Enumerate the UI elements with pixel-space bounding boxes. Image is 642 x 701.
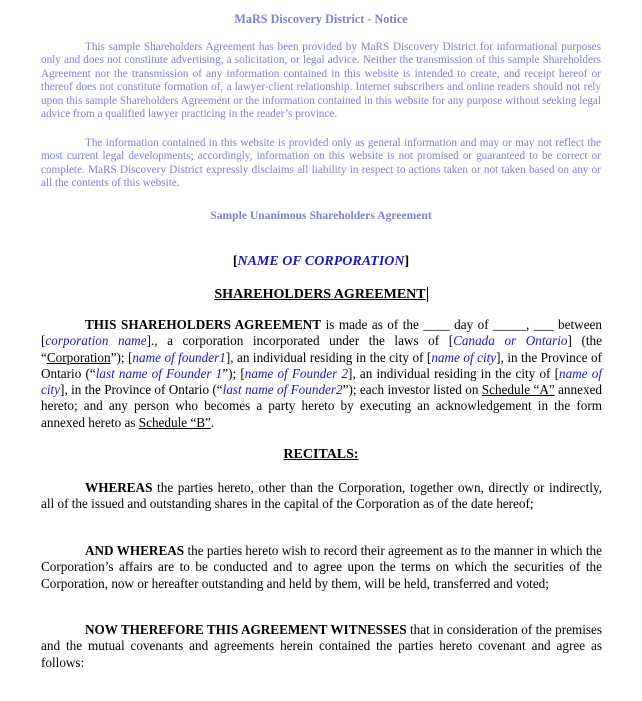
intro-text: . xyxy=(210,414,215,430)
and-whereas-paragraph xyxy=(41,543,602,592)
notice-paragraph: The information contained in this website is provided only as general information and may or may not reflect the most current legal developments; accordingly, information on this website is not promised or guaranteed to be correct or complete. MaRS Discovery District expressly disclaims all liability in respect to actions taken or not taken based on any or all the contents of this website. xyxy=(41,137,601,190)
bracket: [ xyxy=(232,254,238,269)
whereas-lead: WHEREAS xyxy=(85,480,153,495)
intro-text: ], an individual residing in the city of [ xyxy=(348,365,559,381)
notice-paragraph: This sample Shareholders Agreement has been provided by MaRS Discovery District for informational purposes only and does not constitute advertising, a solicitation, or legal advice. Neither the transmission of this sample Shareholders Agreement nor the transmission of any information contained in this website is intended to create, and receipt hereof or thereof does not constitute formation of, a lawyer-client relationship. Internet subscribers and online readers should not rely upon this sample Shareholders Agreement or the information contained in this website for any purpose without seeking legal advice from a qualified lawyer practicing in the reader’s province. xyxy=(41,41,601,121)
witnesses-text: that in consideration of the premises and the mutual covenants and agreements herein contained the parties hereto covenant and agree as follows: xyxy=(41,622,602,670)
schedule-a-reference: Schedule “A” xyxy=(481,382,555,398)
intro-text: is made as of the ____ day of _____, ___ between [ xyxy=(41,317,602,349)
placeholder-founder1: name of founder1 xyxy=(132,349,226,365)
intro-lead: THIS SHAREHOLDERS AGREEMENT xyxy=(85,317,322,332)
witnesses-paragraph xyxy=(41,622,602,671)
schedule-b-reference: Schedule “B” xyxy=(138,414,211,430)
intro-text: ], an individual residing in the city of [ xyxy=(225,349,432,365)
defined-term-corporation: Corporation xyxy=(46,349,111,365)
recitals-heading: RECITALS: xyxy=(283,447,359,462)
and-whereas-text: the parties hereto wish to record their agreement as to the manner in which the Corporation’s affairs are to be conducted and to agree upon the terms on which the securities of the Corporation, now or hereafter outstanding and held by them, will be held, transferred and voted; xyxy=(41,543,602,591)
placeholder-last-name-founder2: last name of Founder2 xyxy=(222,382,343,398)
whereas-text: the parties hereto, other than the Corporation, together own, directly or indirectly, all of the issued and outstanding shares in the capital of the Corporation as of the date hereof; xyxy=(41,480,602,512)
sample-agreement-title: Sample Unanimous Shareholders Agreement xyxy=(210,209,432,222)
witnesses-lead: NOW THEREFORE THIS AGREEMENT WITNESSES xyxy=(85,622,407,637)
placeholder-city2: name of city xyxy=(41,365,602,398)
bracket: ] xyxy=(404,254,410,269)
intro-text: ]., a corporation incorporated under the laws of [ xyxy=(146,333,454,349)
intro-text: ], in the Province of Ontario (“ xyxy=(41,349,602,381)
agreement-title xyxy=(0,287,642,303)
placeholder-jurisdiction: Canada or Ontario xyxy=(453,333,568,349)
intro-text: ], in the Province of Ontario (“ xyxy=(60,382,223,398)
placeholder-last-name-founder1: last name of Founder 1 xyxy=(95,365,223,381)
notice-title: MaRS Discovery District - Notice xyxy=(234,12,408,26)
intro-text: ”); [ xyxy=(222,365,245,381)
corporation-name-heading xyxy=(0,254,642,270)
placeholder-corporation-name: corporation name xyxy=(45,333,147,349)
intro-text: annexed hereto; and any person who becomes a party hereto by executing an acknowledgement in the form annexed hereto as xyxy=(41,382,603,430)
placeholder-founder2: name of Founder 2 xyxy=(244,365,349,381)
intro-text: ] (the “ xyxy=(41,333,602,365)
agreement-title-text: SHAREHOLDERS AGREEMENT xyxy=(214,287,426,302)
corporation-name-placeholder: NAME OF CORPORATION xyxy=(237,254,405,269)
intro-paragraph xyxy=(41,317,602,431)
intro-text: ”); [ xyxy=(110,349,133,365)
and-whereas-lead: AND WHEREAS xyxy=(85,543,185,558)
intro-text: ”); each investor listed on xyxy=(342,382,482,398)
whereas-paragraph xyxy=(41,480,602,513)
placeholder-city1: name of city xyxy=(431,349,497,365)
